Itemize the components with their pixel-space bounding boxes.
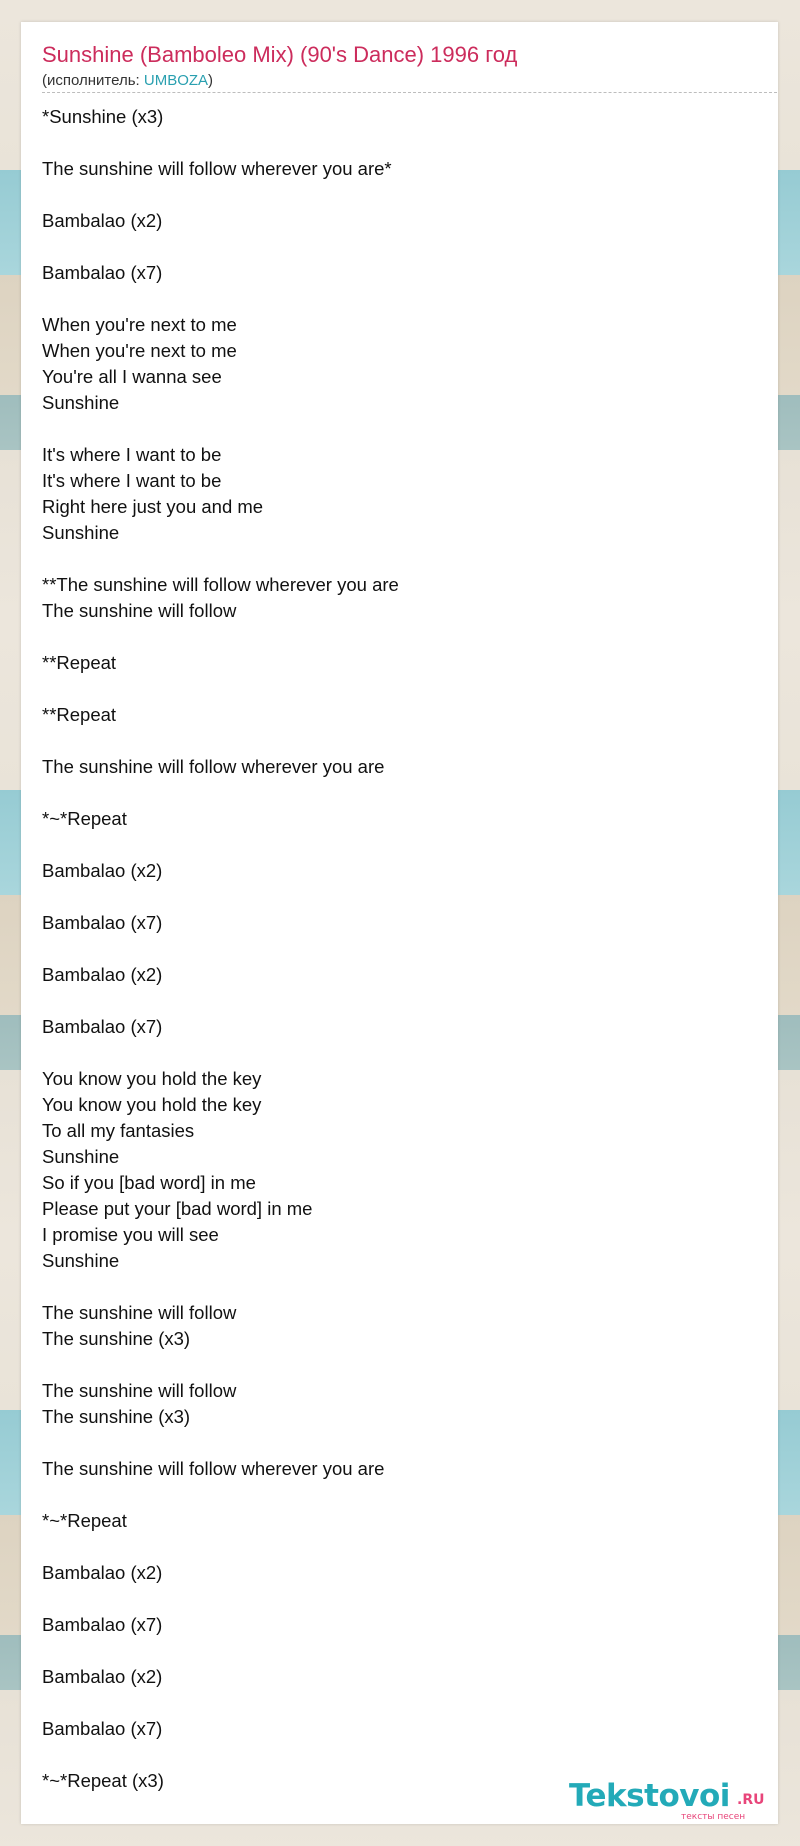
lyrics-line: When you're next to me: [42, 340, 237, 361]
lyrics-blank-line: [42, 416, 742, 442]
lyrics-line: It's where I want to be: [42, 444, 222, 465]
artist-link[interactable]: UMBOZA: [143, 72, 209, 89]
lyrics-blank-line: [42, 988, 742, 1014]
lyrics-line: The sunshine will follow: [42, 1302, 237, 1323]
lyrics-blank-line: [42, 546, 742, 572]
artist-suffix: ): [208, 72, 214, 89]
lyrics-line: Bambalao (x7): [42, 1614, 163, 1635]
lyrics-line: The sunshine will follow wherever you are: [42, 1458, 385, 1479]
lyrics-line: When you're next to me: [42, 314, 237, 335]
lyrics-blank-line: [42, 780, 742, 806]
lyrics-blank-line: [42, 884, 742, 910]
lyrics-line: Bambalao (x7): [42, 1016, 163, 1037]
lyrics-blank-line: [42, 1638, 742, 1664]
lyrics-line: Sunshine: [42, 1146, 120, 1167]
lyrics-line: The sunshine (x3): [42, 1406, 191, 1427]
lyrics-line: **The sunshine will follow wherever you are: [42, 574, 399, 595]
lyrics-line: **Repeat: [42, 652, 117, 673]
lyrics-line: Bambalao (x2): [42, 964, 163, 985]
lyrics-line: You know you hold the key: [42, 1094, 262, 1115]
lyrics-line: The sunshine will follow wherever you are*: [42, 158, 392, 179]
title-divider: [42, 92, 777, 93]
lyrics-line: Bambalao (x2): [42, 210, 163, 231]
lyrics-line: It's where I want to be: [42, 470, 222, 491]
lyrics-line: You're all I wanna see: [42, 366, 222, 387]
artist-byline: [42, 72, 213, 89]
lyrics-line: Please put your [bad word] in me: [42, 1198, 313, 1219]
lyrics-line: The sunshine (x3): [42, 1328, 191, 1349]
lyrics-line: *~*Repeat: [42, 1510, 127, 1531]
lyrics-blank-line: [42, 1586, 742, 1612]
song-title: Sunshine (Bamboleo Mix) (90's Dance) 1996 год: [42, 42, 518, 67]
lyrics-line: Sunshine: [42, 522, 120, 543]
lyrics-blank-line: [42, 286, 742, 312]
lyrics-blank-line: [42, 676, 742, 702]
lyrics-line: Bambalao (x7): [42, 1718, 163, 1739]
lyrics-blank-line: [42, 234, 742, 260]
logo-name: Tekstovoi: [569, 1778, 730, 1814]
lyrics-blank-line: [42, 1352, 742, 1378]
logo-tld: .RU: [737, 1792, 765, 1808]
site-logo[interactable]: [569, 1778, 779, 1822]
lyrics-blank-line: [42, 832, 742, 858]
lyrics-line: *Sunshine (x3): [42, 106, 164, 127]
lyrics-blank-line: [42, 1430, 742, 1456]
lyrics-line: So if you [bad word] in me: [42, 1172, 256, 1193]
lyrics-line: Bambalao (x7): [42, 912, 163, 933]
lyrics-text: [42, 104, 742, 1794]
lyrics-line: **Repeat: [42, 704, 117, 725]
lyrics-line: *~*Repeat: [42, 808, 127, 829]
lyrics-blank-line: [42, 1690, 742, 1716]
lyrics-blank-line: [42, 624, 742, 650]
lyrics-blank-line: [42, 1742, 742, 1768]
lyrics-line: The sunshine will follow: [42, 1380, 237, 1401]
lyrics-line: You know you hold the key: [42, 1068, 262, 1089]
lyrics-blank-line: [42, 130, 742, 156]
lyrics-blank-line: [42, 1274, 742, 1300]
lyrics-line: Bambalao (x2): [42, 860, 163, 881]
lyrics-line: Right here just you and me: [42, 496, 264, 517]
lyrics-blank-line: [42, 936, 742, 962]
lyrics-line: The sunshine will follow wherever you are: [42, 756, 385, 777]
lyrics-line: Bambalao (x2): [42, 1562, 163, 1583]
lyrics-blank-line: [42, 182, 742, 208]
lyrics-line: To all my fantasies: [42, 1120, 195, 1141]
artist-prefix: (исполнитель:: [42, 72, 144, 89]
lyrics-line: Bambalao (x7): [42, 262, 163, 283]
lyrics-blank-line: [42, 1534, 742, 1560]
lyrics-line: Bambalao (x2): [42, 1666, 163, 1687]
logo-tagline: тексты песен: [681, 1812, 746, 1822]
lyrics-line: Sunshine: [42, 392, 120, 413]
lyrics-blank-line: [42, 1482, 742, 1508]
lyrics-line: *~*Repeat (x3): [42, 1770, 164, 1791]
lyrics-line: The sunshine will follow: [42, 600, 237, 621]
lyrics-blank-line: [42, 728, 742, 754]
lyrics-card: [21, 22, 778, 1824]
lyrics-blank-line: [42, 1040, 742, 1066]
lyrics-line: Sunshine: [42, 1250, 120, 1271]
lyrics-line: I promise you will see: [42, 1224, 219, 1245]
